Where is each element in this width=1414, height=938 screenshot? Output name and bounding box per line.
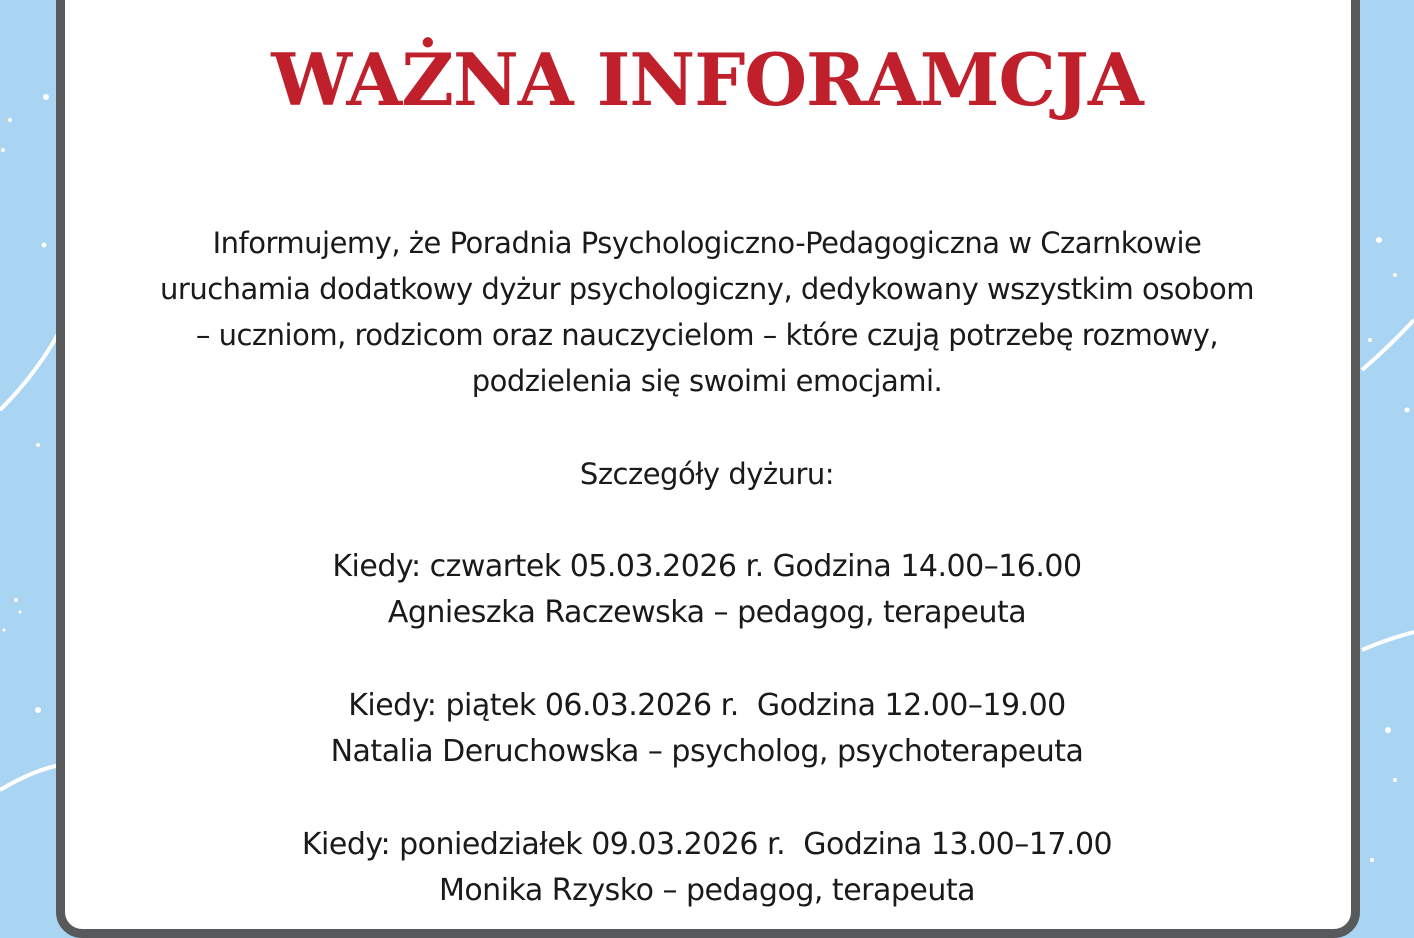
details-heading: Szczegóły dyżuru: <box>579 457 835 491</box>
slot-when: Kiedy: poniedziałek 09.03.2026 r. Godzina 13.00–17.00 <box>301 827 1113 862</box>
intro-line: Informujemy, że Poradnia Psychologiczno-Pedagogiczna w Czarnkowie <box>212 226 1202 260</box>
schedule-slot <box>70 683 1344 775</box>
intro-line: podzielenia się swoimi emocjami. <box>471 364 943 398</box>
intro-line: uruchamia dodatkowy dyżur psychologiczny, dedykowany wszystkim osobom <box>160 272 1254 306</box>
slot-when: Kiedy: czwartek 05.03.2026 r. Godzina 14.00–16.00 <box>332 549 1082 584</box>
notice-title: WAŻNA INFORAMCJA <box>271 37 1143 122</box>
slot-when: Kiedy: piątek 06.03.2026 r. Godzina 12.00–19.00 <box>348 688 1066 723</box>
schedule-slot <box>70 544 1344 636</box>
schedule-slot <box>70 822 1344 914</box>
intro-line: – uczniom, rodzicom oraz nauczycielom – które czują potrzebę rozmowy, <box>195 318 1219 352</box>
slot-who: Monika Rzysko – pedagog, terapeuta <box>438 873 976 908</box>
intro-paragraph <box>70 220 1344 404</box>
slot-who: Natalia Deruchowska – psycholog, psychoterapeuta <box>330 734 1084 769</box>
slot-who: Agnieszka Raczewska – pedagog, terapeuta <box>387 595 1027 630</box>
